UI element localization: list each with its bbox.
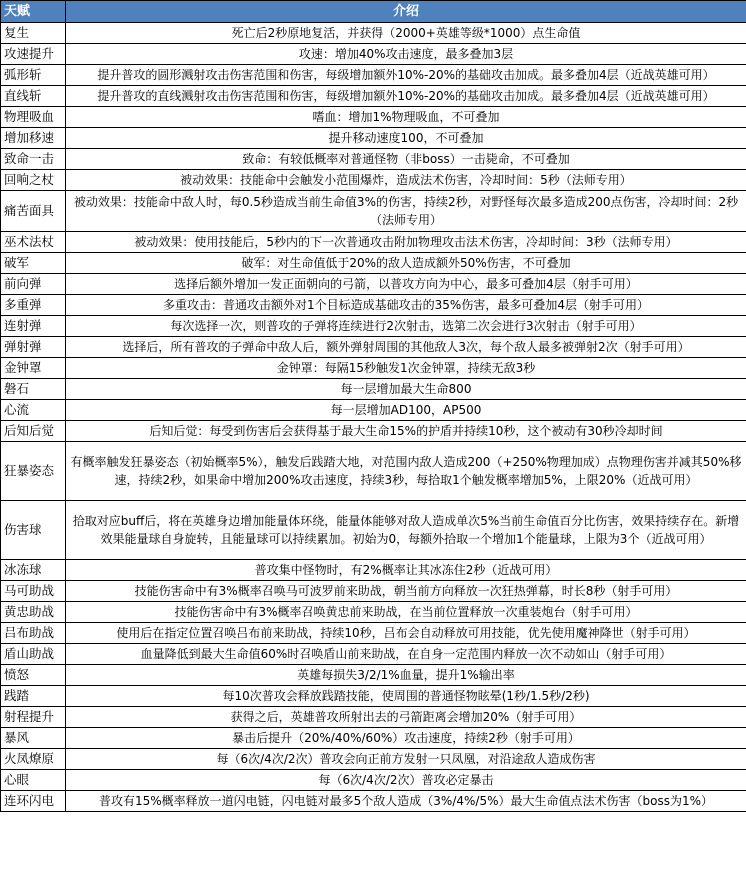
talent-description: 普攻有15%概率释放一道闪电链，闪电链对最多5个敌人造成（3%/4%/5%）最大生命值点法术伤害（boss为1%）	[66, 791, 746, 812]
talent-description: 有概率触发狂暴姿态（初始概率5%），触发后践踏大地，对范围内敌人造成200（+250%物理加成）点物理伤害并减其50%移速，持续2秒，如果命中增加200%攻击速度，持续3秒，每拾取1个触发概率增加5%，上限20%（近战可用）	[66, 442, 746, 501]
talent-description: 多重攻击：普通攻击额外对1个目标造成基础攻击的35%伤害，最多可叠加4层（射手可用）	[66, 295, 746, 316]
talent-name: 火凤燎原	[1, 749, 66, 770]
talent-description: 被动效果：技能命中敌人时，每0.5秒造成当前生命值3%的伤害，持续2秒，对野怪每次最多造成200点伤害，冷却时间：2秒（法师专用）	[66, 191, 746, 232]
talent-name: 破军	[1, 253, 66, 274]
talent-name: 愤怒	[1, 665, 66, 686]
table-row	[1, 295, 746, 316]
talent-name: 伤害球	[1, 501, 66, 560]
table-row	[1, 560, 746, 581]
talent-description: 每次选择一次，则普攻的子弹将连续进行2次射击，选第二次会进行3次射击（射手可用）	[66, 316, 746, 337]
talent-name: 巫术法杖	[1, 232, 66, 253]
talent-name: 狂暴姿态	[1, 442, 66, 501]
talent-description: 拾取对应buff后，将在英雄身边增加能量体环绕，能量体能够对敌人造成单次5%当前生命值百分比伤害，效果持续存在。新增效果能量球自身旋转，且能量球可以持续累加。初始为0，每额外拾取一个增加1个能量球，上限为3个（近战可用）	[66, 501, 746, 560]
talent-name: 马可助战	[1, 581, 66, 602]
talent-description: 选择后额外增加一发正面朝向的弓箭，以普攻方向为中心，最多可叠加4层（射手可用）	[66, 274, 746, 295]
table-row	[1, 149, 746, 170]
talent-name: 磐石	[1, 379, 66, 400]
table-row	[1, 358, 746, 379]
talent-description: 破军：对生命值低于20%的敌人造成额外50%伤害，不可叠加	[66, 253, 746, 274]
talent-description: 英雄每损失3/2/1%血量，提升1%输出率	[66, 665, 746, 686]
talent-description: 被动效果：使用技能后，5秒内的下一次普通攻击附加物理攻击法术伤害，冷却时间：3秒（法师专用）	[66, 232, 746, 253]
table-row	[1, 86, 746, 107]
talent-name: 金钟罩	[1, 358, 66, 379]
talent-name: 弹射弹	[1, 337, 66, 358]
talent-name: 连射弹	[1, 316, 66, 337]
talent-description: 使用后在指定位置召唤吕布前来助战，持续10秒，吕布会自动释放可用技能，优先使用魔神降世（射手可用）	[66, 623, 746, 644]
header-talent: 天赋	[1, 1, 66, 23]
talent-name: 复生	[1, 23, 66, 44]
table-row	[1, 128, 746, 149]
table-row	[1, 442, 746, 501]
talent-name: 黄忠助战	[1, 602, 66, 623]
table-row	[1, 316, 746, 337]
table-row	[1, 686, 746, 707]
talent-description: 技能伤害命中有3%概率召唤马可波罗前来助战，朝当前方向释放一次狂热弹幕，时长8秒（射手可用）	[66, 581, 746, 602]
talent-description: 提升移动速度100，不可叠加	[66, 128, 746, 149]
table-row	[1, 791, 746, 812]
table-row	[1, 644, 746, 665]
talent-name: 践踏	[1, 686, 66, 707]
table-row	[1, 770, 746, 791]
talent-description: 技能伤害命中有3%概率召唤黄忠前来助战，在当前位置释放一次重装炮台（射手可用）	[66, 602, 746, 623]
table-row	[1, 581, 746, 602]
talent-name: 心流	[1, 400, 66, 421]
talent-description: 致命：有较低概率对普通怪物（非boss）一击毙命，不可叠加	[66, 149, 746, 170]
table-row	[1, 191, 746, 232]
talent-description: 每一层增加最大生命800	[66, 379, 746, 400]
talent-name: 心眼	[1, 770, 66, 791]
talent-description: 每10次普攻会释放践踏技能，使周围的普通怪物眩晕(1秒/1.5秒/2秒)	[66, 686, 746, 707]
talent-description: 每（6次/4次/2次）普攻必定暴击	[66, 770, 746, 791]
table-row	[1, 274, 746, 295]
header-description: 介绍	[66, 1, 746, 23]
talent-name: 物理吸血	[1, 107, 66, 128]
table-row	[1, 23, 746, 44]
talent-description: 嗜血：增加1%物理吸血，不可叠加	[66, 107, 746, 128]
talent-description: 暴击后提升（20%/40%/60%）攻击速度，持续2秒（射手可用）	[66, 728, 746, 749]
talent-name: 攻速提升	[1, 44, 66, 65]
talent-name: 吕布助战	[1, 623, 66, 644]
table-row	[1, 623, 746, 644]
table-row	[1, 232, 746, 253]
talent-description: 每（6次/4次/2次）普攻会向正前方发射一只凤凰，对沿途敌人造成伤害	[66, 749, 746, 770]
table-row	[1, 107, 746, 128]
talent-name: 盾山助战	[1, 644, 66, 665]
table-row	[1, 728, 746, 749]
table-row	[1, 337, 746, 358]
table-row	[1, 44, 746, 65]
talent-name: 多重弹	[1, 295, 66, 316]
talent-name: 回响之杖	[1, 170, 66, 191]
table-row	[1, 65, 746, 86]
talent-description: 选择后，所有普攻的子弹命中敌人后，额外弹射周围的其他敌人3次，每个敌人最多被弹射2次（射手可用）	[66, 337, 746, 358]
table-row	[1, 400, 746, 421]
talent-name: 弧形斩	[1, 65, 66, 86]
table-row	[1, 707, 746, 728]
talent-description: 金钟罩：每隔15秒触发1次金钟罩，持续无敌3秒	[66, 358, 746, 379]
table-header-row	[1, 1, 746, 23]
talent-name: 致命一击	[1, 149, 66, 170]
talent-name: 冰冻球	[1, 560, 66, 581]
talent-name: 射程提升	[1, 707, 66, 728]
table-row	[1, 379, 746, 400]
talent-name: 暴风	[1, 728, 66, 749]
talent-description: 被动效果：技能命中会触发小范围爆炸，造成法术伤害，冷却时间：5秒（法师专用）	[66, 170, 746, 191]
talent-name: 直线斩	[1, 86, 66, 107]
talent-description: 获得之后，英雄普攻所射出去的弓箭距离会增加20%（射手可用）	[66, 707, 746, 728]
table-row	[1, 602, 746, 623]
talent-description: 普攻集中怪物时，有2%概率让其冰冻住2秒（近战可用）	[66, 560, 746, 581]
talent-name: 连环闪电	[1, 791, 66, 812]
talent-description: 提升普攻的圆形溅射攻击伤害范围和伤害，每级增加额外10%-20%的基础攻击加成。最多叠加4层（近战英雄可用）	[66, 65, 746, 86]
talent-name: 痛苦面具	[1, 191, 66, 232]
talent-description: 血量降低到最大生命值60%时召唤盾山前来助战，在自身一定范围内释放一次不动如山（射手可用）	[66, 644, 746, 665]
talent-description: 后知后觉：每受到伤害后会获得基于最大生命15%的护盾并持续10秒，这个被动有30秒冷却时间	[66, 421, 746, 442]
talent-name: 前向弹	[1, 274, 66, 295]
table-row	[1, 170, 746, 191]
talent-description: 死亡后2秒原地复活，并获得（2000+英雄等级*1000）点生命值	[66, 23, 746, 44]
table-row	[1, 665, 746, 686]
table-row	[1, 253, 746, 274]
table-row	[1, 421, 746, 442]
table-row	[1, 501, 746, 560]
talent-name: 后知后觉	[1, 421, 66, 442]
talent-description: 攻速：增加40%攻击速度，最多叠加3层	[66, 44, 746, 65]
talent-description: 每一层增加AD100，AP500	[66, 400, 746, 421]
talent-description: 提升普攻的直线溅射攻击伤害范围和伤害，每级增加额外10%-20%的基础攻击加成。最多叠加4层（近战英雄可用）	[66, 86, 746, 107]
table-row	[1, 749, 746, 770]
talent-name: 增加移速	[1, 128, 66, 149]
